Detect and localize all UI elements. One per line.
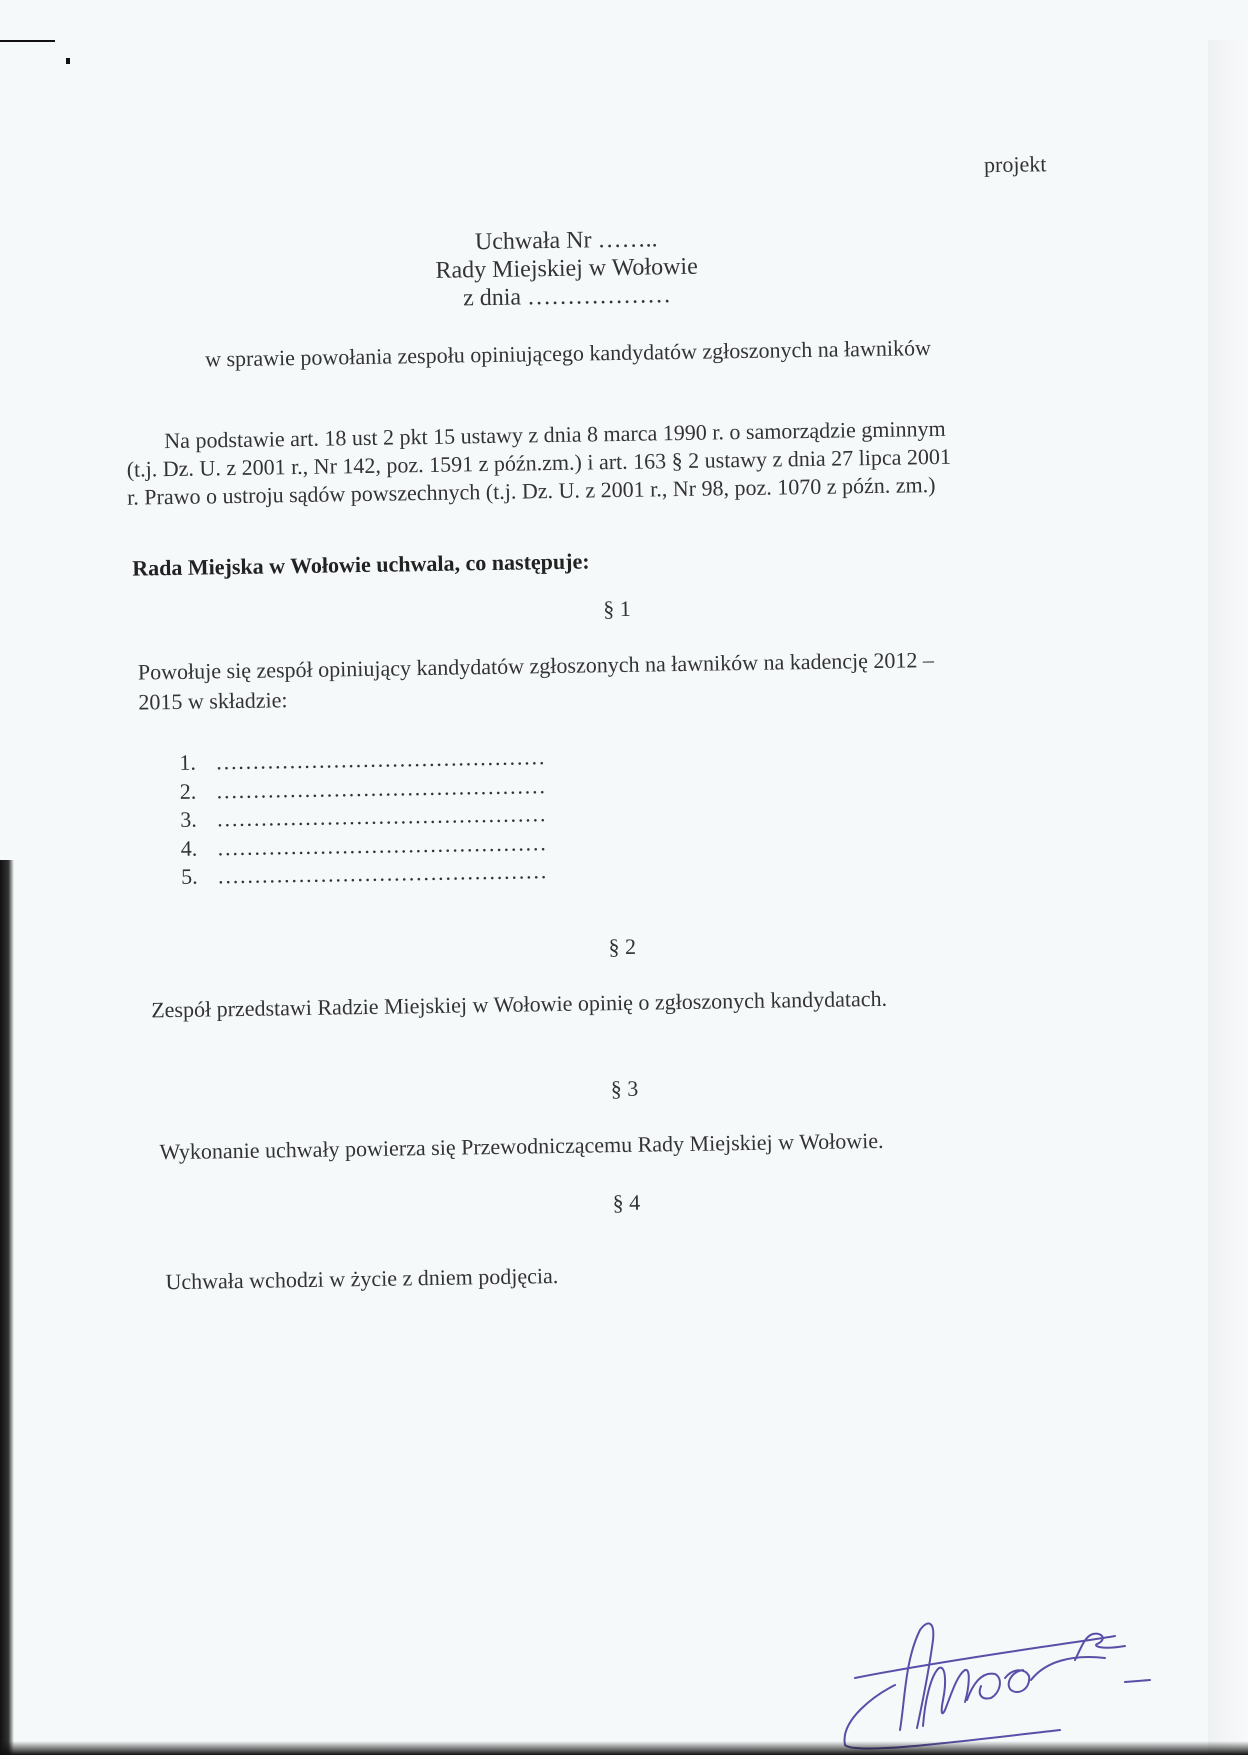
council-name: Rady Miejskiej w Wołowie [435, 253, 698, 284]
member-blank: ……………………………………… [216, 801, 547, 832]
member-number: 4. [180, 835, 198, 861]
legal-basis [126, 413, 1077, 512]
member-blank: ……………………………………… [215, 772, 546, 803]
member-number: 5. [180, 863, 198, 889]
legal-basis-line: (t.j. Dz. U. z 2001 r., Nr 142, poz. 1591 z późn.zm.) i art. 163 § 2 ustawy z dnia 27 lipca 2001 [126, 443, 952, 482]
council-resolves: Rada Miejska w Wołowie uchwala, co następuje: [132, 548, 590, 581]
member-number: 3. [180, 806, 197, 832]
member-item [181, 857, 547, 891]
resolution-number: Uchwała Nr …….. [474, 226, 658, 256]
section-4-text: Uchwała wchodzi w życie z dniem podjęcia. [165, 1263, 559, 1295]
member-number: 2. [179, 778, 197, 804]
section-1-text-line: 2015 w składzie: [138, 687, 288, 715]
members-list [179, 743, 547, 891]
member-blank: ……………………………………… [216, 858, 548, 889]
scan-shadow [0, 860, 14, 1755]
page-edge [1208, 40, 1248, 1755]
legal-basis-line: r. Prawo o ustroju sądów powszechnych (t.j. Dz. U. z 2001 r., Nr 98, poz. 1070 z późn. zm.) [126, 472, 936, 510]
section-3-text: Wykonanie uchwały powierza się Przewodniczącemu Rady Miejskiej w Wołowie. [159, 1127, 884, 1165]
section-2-text: Zespół przedstawi Radzie Miejskiej w Wołowie opinię o zgłoszonych kandydatach. [151, 985, 888, 1023]
member-blank: ……………………………………… [215, 744, 546, 775]
scan-shadow [0, 1741, 1248, 1755]
scan-corner-dot [66, 58, 70, 64]
section-1-heading: § 1 [603, 595, 631, 622]
section-1-text-line: Powołuje się zespół opiniujący kandydatów zgłoszonych na ławników na kadencję 2012 – [137, 647, 935, 685]
section-3-heading: § 3 [610, 1075, 639, 1102]
project-label: projekt [983, 151, 1047, 178]
resolution-date: z dnia ……………… [462, 282, 672, 312]
member-number: 1. [179, 749, 197, 775]
member-blank: ……………………………………… [216, 829, 547, 860]
scan-corner-mark [0, 40, 55, 42]
resolution-subject: w sprawie powołania zespołu opiniującego kandydatów zgłoszonych na ławników [204, 335, 932, 372]
signature-image [835, 1550, 1165, 1750]
section-4-heading: § 4 [612, 1189, 641, 1216]
section-1-text [138, 645, 935, 717]
section-2-heading: § 2 [608, 933, 637, 960]
legal-basis-line: Na podstawie art. 18 ust 2 pkt 15 ustawy z dnia 8 marca 1990 r. o samorządzie gminnym [164, 415, 946, 454]
